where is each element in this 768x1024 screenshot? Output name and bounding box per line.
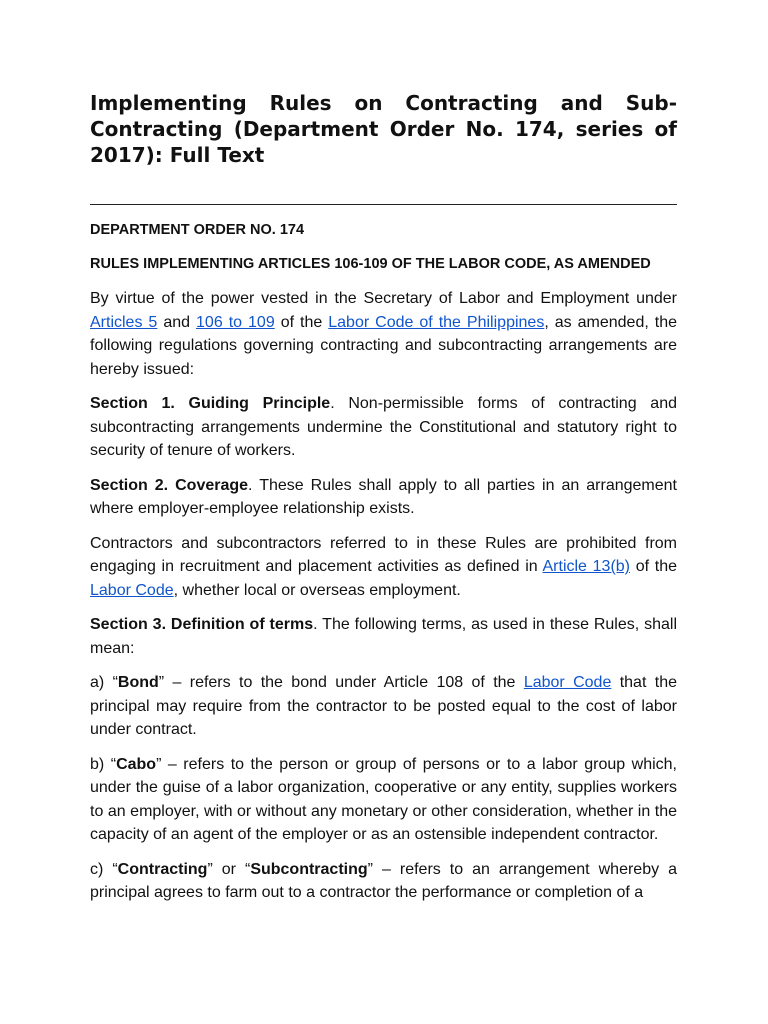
contractors-text-1: Contractors and subcontractors referred to in these Rules are prohibited from engaging in recruitment and placement activities as defined in — [90, 534, 677, 575]
definition-b-term: Cabo — [116, 755, 157, 773]
definition-c-term-1: Contracting — [117, 860, 208, 878]
preamble-paragraph — [90, 287, 677, 381]
department-order-heading: DEPARTMENT ORDER NO. 174 — [90, 222, 305, 238]
contractors-paragraph — [90, 532, 677, 603]
contractors-text-2: of the — [630, 558, 678, 575]
definition-c-prefix: c) “ — [90, 860, 118, 878]
definition-a-text-2: that the principal may require from the contractor to be posted equal to the cost of labor under contract. — [90, 674, 677, 738]
preamble-text-4: , as amended, the following regulations governing contracting and subcontracting arrangements are hereby issued: — [90, 313, 678, 378]
title-divider — [90, 204, 677, 205]
definition-a-term: Bond — [117, 674, 159, 691]
section-2-text: . These Rules shall apply to all parties in an arrangement where employer-employee relationship exists. — [90, 476, 677, 517]
definition-c-term-2: Subcontracting — [250, 860, 368, 878]
rules-heading: RULES IMPLEMENTING ARTICLES 106-109 OF THE LABOR CODE, AS AMENDED — [90, 256, 651, 272]
section-1-paragraph — [90, 392, 677, 463]
definition-c-text: ” – refers to an arrangement whereby a principal agrees to farm out to a contractor the performance or completion of a — [90, 860, 677, 901]
section-3-paragraph — [90, 613, 677, 660]
link-labor-code[interactable]: Labor Code — [90, 581, 174, 599]
link-labor-code-philippines[interactable]: Labor Code of the Philippines — [328, 313, 545, 331]
definition-a-text-1: ” – refers to the bond under Article 108 of the — [158, 674, 524, 691]
section-2-paragraph — [90, 474, 677, 521]
contractors-text-3: , whether local or overseas employment. — [173, 581, 461, 599]
definition-b-prefix: b) “ — [90, 755, 117, 773]
link-labor-code-bond[interactable]: Labor Code — [523, 674, 612, 691]
definition-c-mid: ” or “ — [207, 860, 251, 878]
document-title: Implementing Rules on Contracting and Sub-Contracting (Department Order No. 174, series of 2017): Full Text — [90, 91, 677, 167]
link-articles-5[interactable]: Articles 5 — [90, 313, 158, 331]
document-page — [90, 90, 677, 916]
section-2-label: Section 2. Coverage — [90, 476, 249, 494]
preamble-text-2: and — [157, 313, 197, 331]
section-3-label: Section 3. Definition of terms — [90, 616, 314, 633]
definition-a-prefix: a) “ — [90, 674, 118, 691]
definition-a-paragraph — [90, 671, 677, 742]
link-106-to-109[interactable]: 106 to 109 — [196, 313, 275, 331]
section-1-text: . Non-permissible forms of contracting and subcontracting arrangements undermine the Constitutional and statutory right to security of tenure of workers. — [90, 395, 677, 459]
link-article-13b[interactable]: Article 13(b) — [542, 558, 631, 575]
definition-b-text: ” – refers to the person or group of persons or to a labor group which, under the guise of a labor organization, cooperative or any entity, supplies workers to an employer, with or without any monetary or other consideration, whether in the capacity of an agent of the employer or as an ostensible independent contractor. — [90, 755, 678, 843]
preamble-text-3: of the — [274, 313, 329, 331]
preamble-text-1: By virtue of the power vested in the Secretary of Labor and Employment under — [90, 290, 677, 307]
section-1-label: Section 1. Guiding Principle — [90, 395, 331, 412]
definition-b-paragraph — [90, 753, 677, 847]
definition-c-paragraph — [90, 858, 677, 905]
section-3-text: . The following terms, as used in these Rules, shall mean: — [90, 616, 678, 657]
